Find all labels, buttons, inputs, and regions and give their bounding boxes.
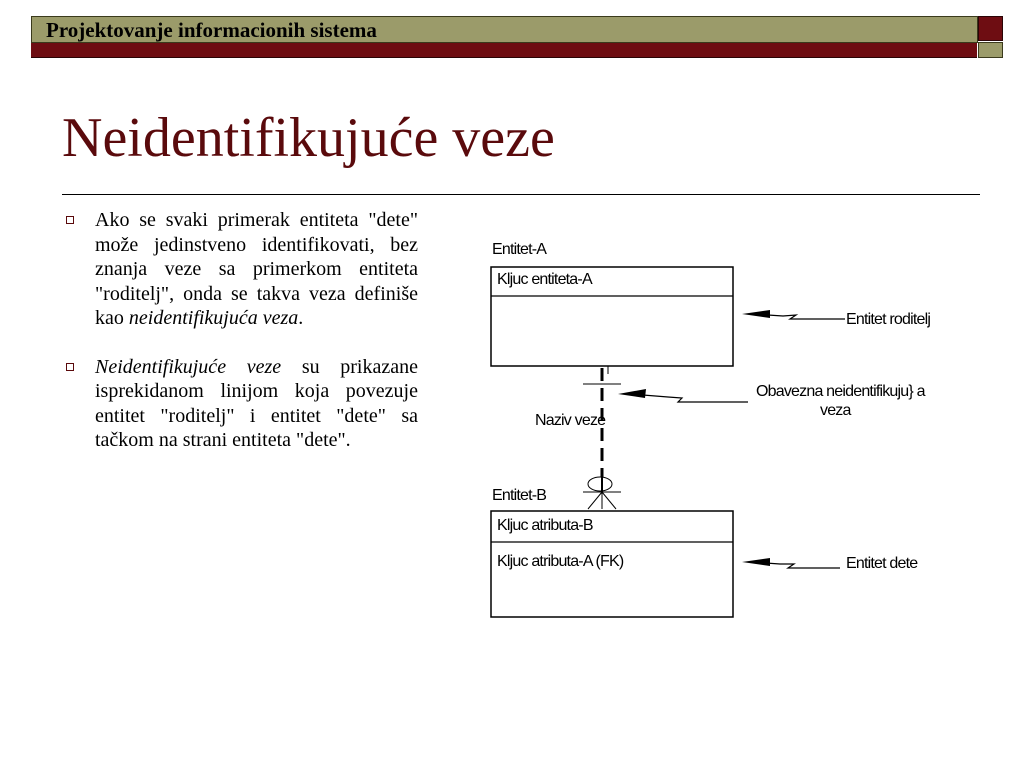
entity-a-key: Kljuc entiteta-A: [497, 271, 592, 288]
bullet-text-emphasis: Neidentifikujuće veze: [95, 355, 282, 378]
arrow-head-icon: [618, 389, 646, 398]
entity-b-name: Entitet-B: [492, 487, 547, 504]
entity-b-box: [491, 511, 733, 617]
bullet-text: [95, 355, 418, 453]
zero-circle-marker: [588, 477, 612, 491]
callout-line-parent: [752, 314, 845, 319]
bullet-list: [62, 208, 418, 477]
header-accent-strip: [31, 43, 977, 58]
entity-b-attribute: Kljuc atributa-A (FK): [497, 553, 624, 570]
square-bullet-icon: [66, 363, 74, 371]
callout-child-label: Entitet dete: [846, 555, 918, 572]
bullet-text-plain: Ako se svaki primerak entiteta "dete" može jedinstveno identifikovati, bez znanja veze sa primerkom entiteta "roditelj", onda se takva veza definiše kao: [95, 209, 418, 329]
callout-relationship-label-line2: veza: [820, 402, 851, 419]
callout-parent-label: Entitet roditelj: [846, 311, 931, 328]
crowfoot-right: [602, 492, 616, 509]
arrow-head-icon: [742, 558, 770, 566]
square-bullet-icon: [66, 216, 74, 224]
bullet-text-plain: .: [298, 307, 304, 329]
entity-b-key: Kljuc atributa-B: [497, 517, 593, 534]
course-title: Projektovanje informacionih sistema: [46, 18, 377, 42]
relationship-label: Naziv veze: [535, 412, 606, 429]
entity-a-box: [491, 267, 733, 366]
callout-line-relationship: [630, 394, 748, 402]
arrow-head-icon: [742, 310, 770, 318]
header-bar: [31, 16, 978, 43]
corner-block-bottom: [978, 42, 1003, 58]
slide-title: Neidentifikujuće veze: [62, 107, 555, 169]
bullet-text: [95, 208, 418, 331]
bullet-item: [62, 355, 418, 453]
bullet-text-emphasis: neidentifikujuća veza: [128, 307, 299, 329]
entity-a-name: Entitet-A: [492, 241, 547, 258]
crowfoot-left: [588, 492, 602, 509]
callout-line-child: [752, 562, 840, 568]
bullet-item: [62, 208, 418, 331]
corner-block-top: [978, 16, 1003, 41]
callout-relationship-label-line1: Obavezna neidentifikuju} a: [756, 383, 925, 400]
title-divider: [62, 194, 980, 195]
bullet-text-plain: su prikazane isprekidanom linijom koja povezuje entitet "roditelj" i entitet "dete" sa tačkom na strani entiteta "dete".: [95, 355, 418, 451]
